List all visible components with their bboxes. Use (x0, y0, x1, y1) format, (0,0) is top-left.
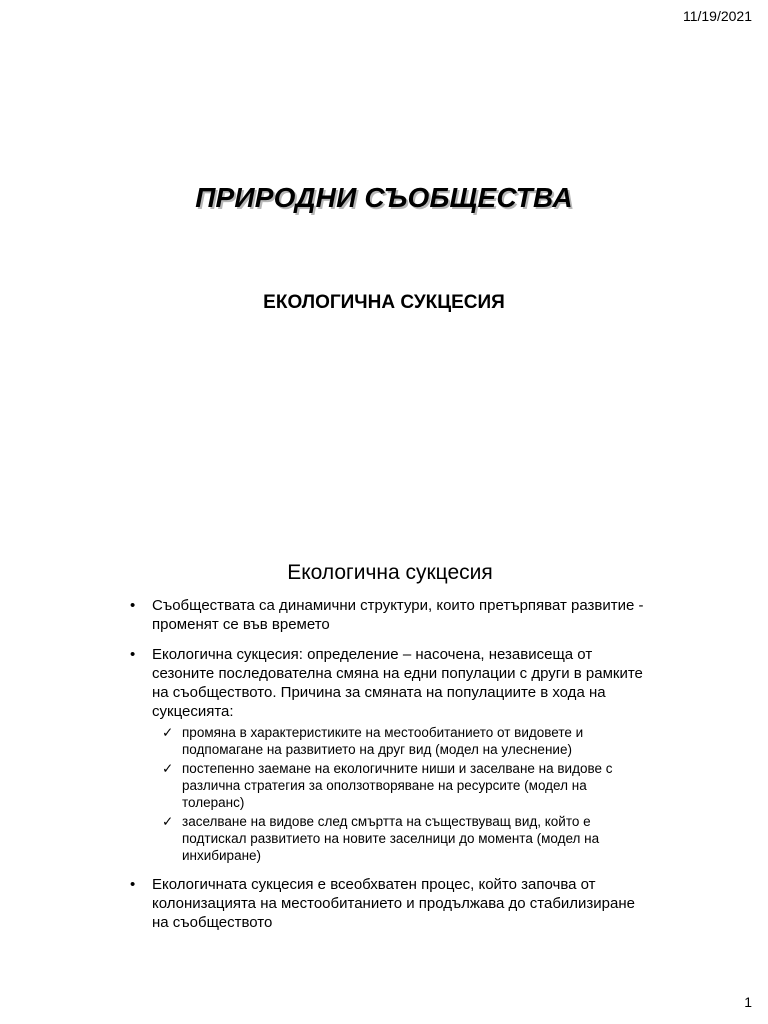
slide-1-subtitle: ЕКОЛОГИЧНА СУКЦЕСИЯ (263, 292, 505, 313)
check-icon: ✓ (162, 761, 174, 776)
slide-2-title: Екологична сукцесия (287, 561, 493, 584)
sub-item (162, 724, 648, 758)
check-icon: ✓ (162, 725, 174, 740)
sub-item (162, 760, 648, 811)
slide-1-title: ПРИРОДНИ СЪОБЩЕСТВА (195, 182, 573, 213)
check-icon: ✓ (162, 814, 174, 829)
sub-item-text: постепенно заемане на екологичните ниши и заселване на видове с различна стратегия за оползотворяване на ресурсите (модел на толеранс) (182, 761, 613, 810)
bullet-item (128, 645, 648, 864)
bullet-icon: • (130, 597, 136, 614)
date-stamp: 11/19/2021 (682, 8, 752, 24)
bullet-list (128, 596, 648, 943)
sub-list (152, 724, 648, 864)
page-number: 1 (744, 994, 752, 1010)
sub-item-text: промяна в характеристиките на местообитанието от видовете и подпомагане на развитието на друг вид (модел на улеснение) (182, 725, 584, 757)
bullet-item (128, 596, 648, 634)
sub-item (162, 813, 648, 864)
bullet-icon: • (130, 876, 136, 893)
bullet-text: Екологична сукцесия: определение – насочена, независеща от сезоните последователна смяна на едни популации с други в рамките на съобществото. Причина за смяната на популациите в хода на сукцесията: (152, 646, 643, 720)
sub-item-text: заселване на видове след смъртта на съществуващ вид, който е подтискал развитието на новите заселници до момента (модел на инхибиране) (182, 814, 600, 863)
bullet-text: Съобществата са динамични структури, които претърпяват развитие - променят се във времето (152, 597, 644, 633)
bullet-text: Екологичната сукцесия е всеобхватен процес, който започва от колонизацията на местообитанието и продължава до стабилизиране на съобществото (152, 876, 635, 931)
bullet-item (128, 875, 648, 932)
bullet-icon: • (130, 646, 136, 663)
